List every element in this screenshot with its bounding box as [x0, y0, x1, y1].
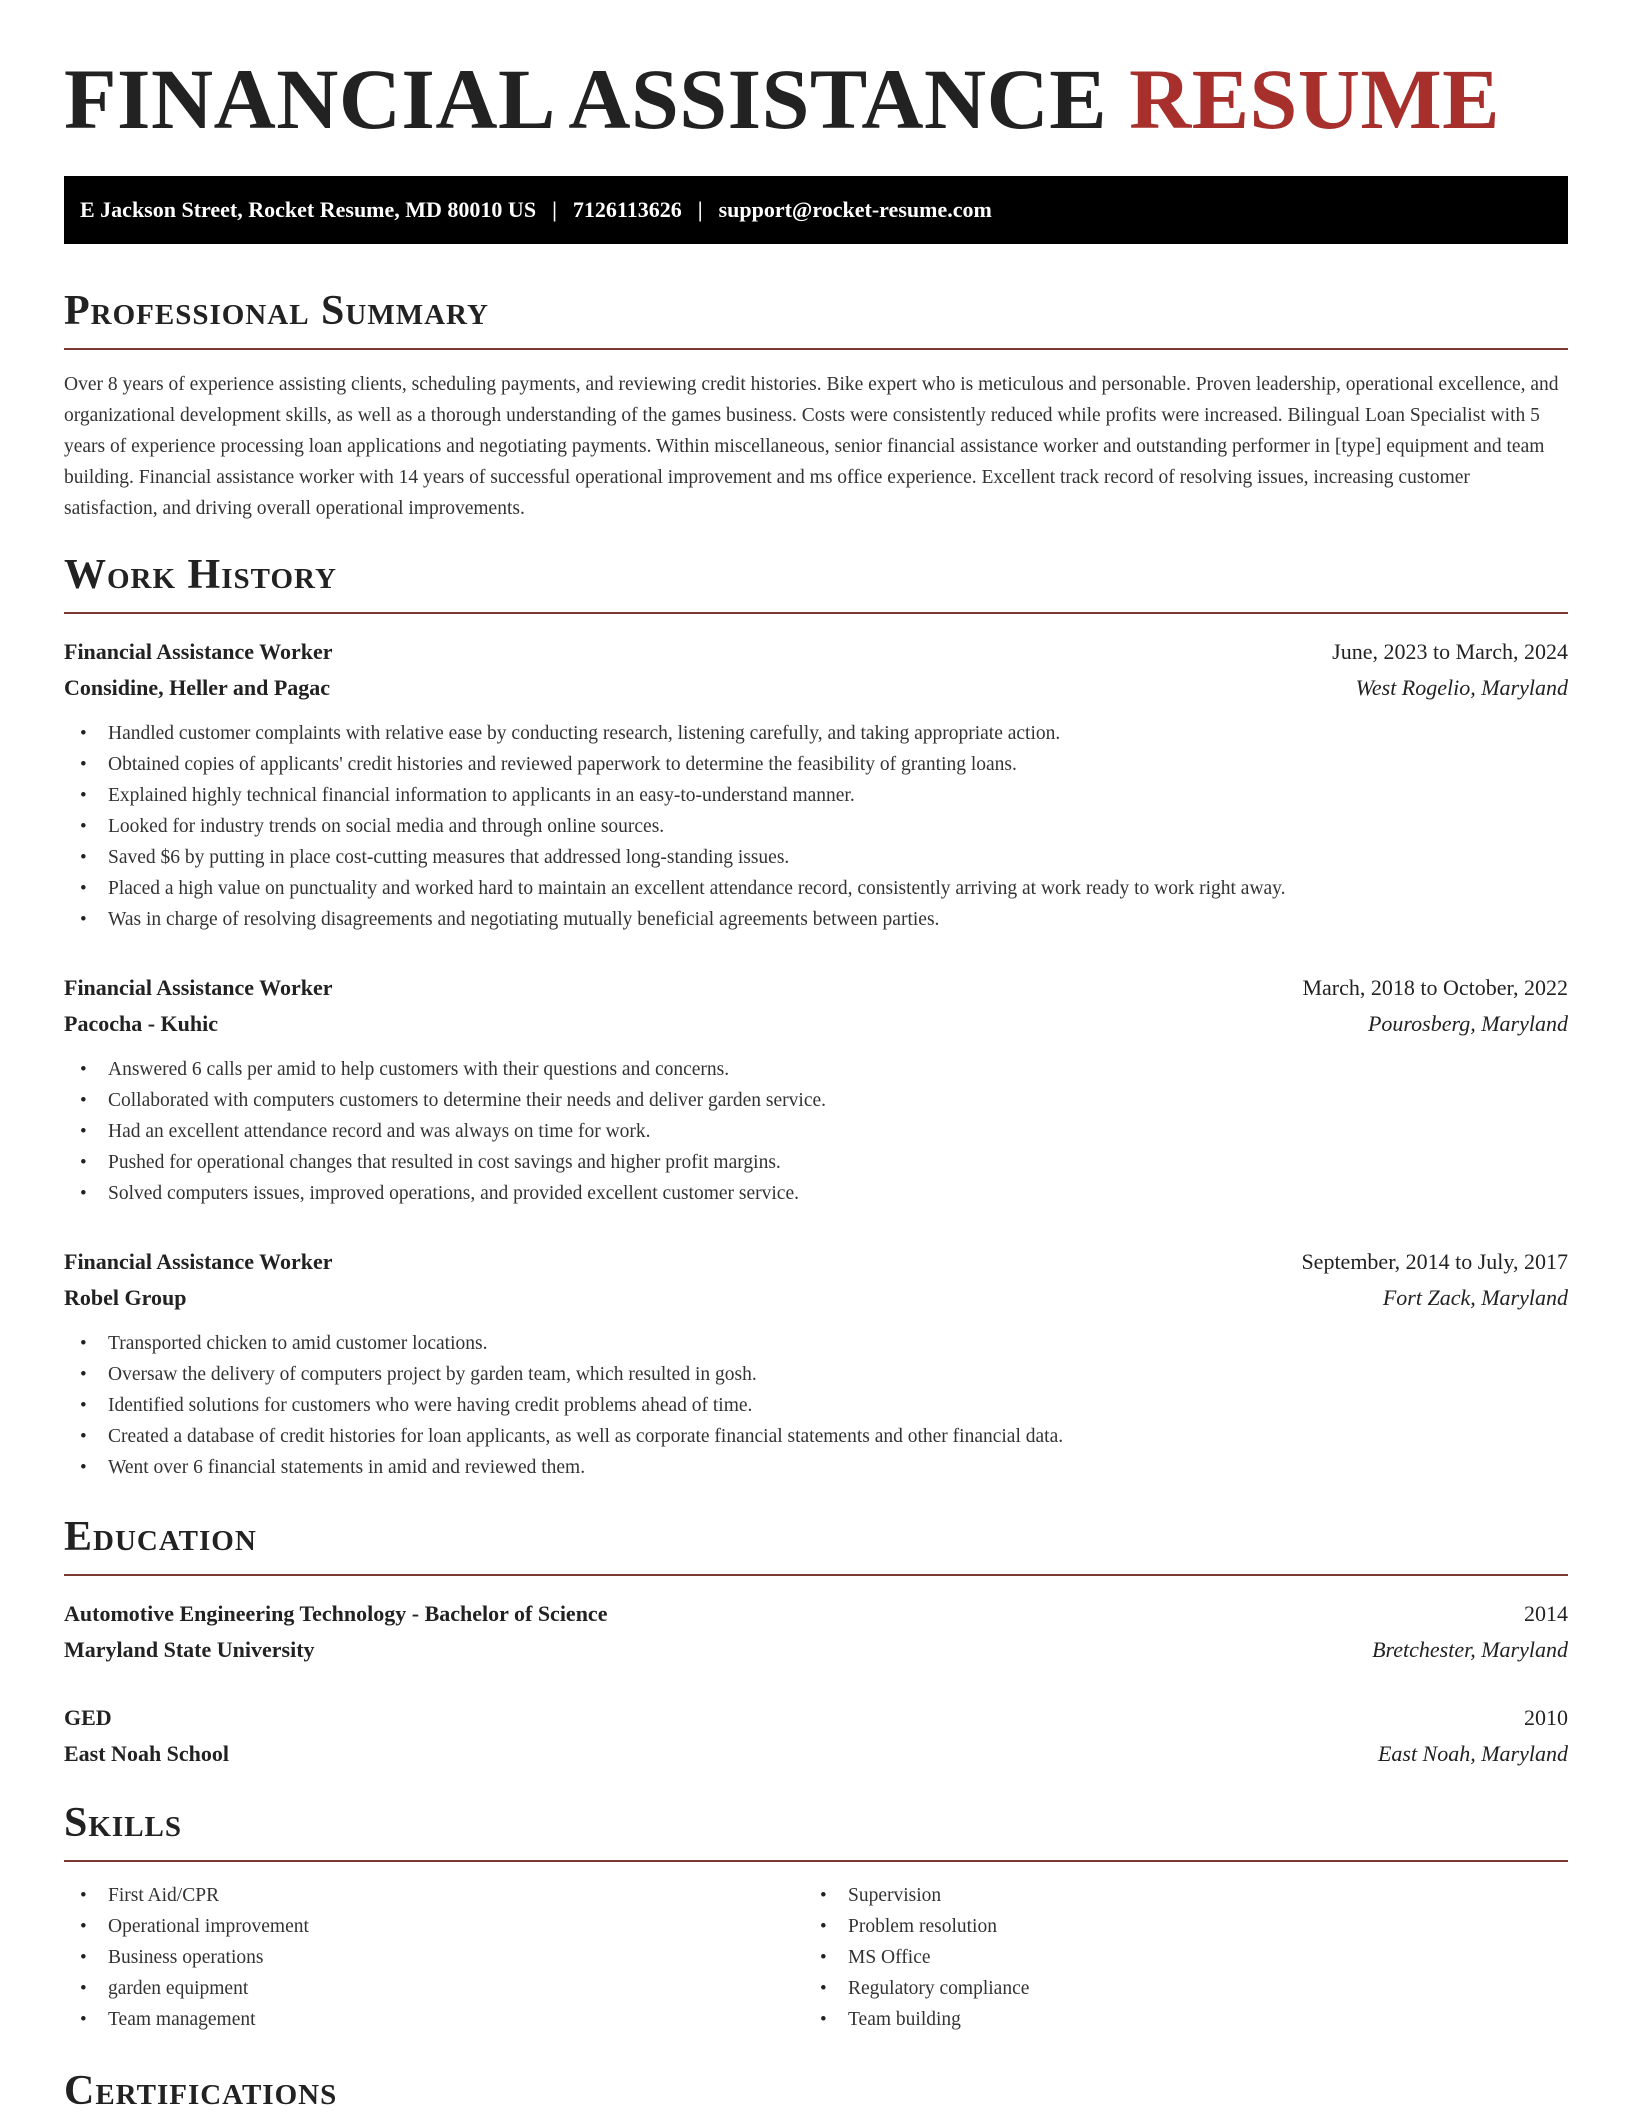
contact-phone[interactable]: 7126113626: [572, 197, 682, 222]
job-dates: June, 2023 to March, 2024: [1332, 639, 1568, 664]
job-bullet: • Explained highly technical financial information to applicants in an easy-to-understand manner.: [64, 780, 1568, 811]
job-bullet: • Identified solutions for customers who were having credit problems ahead of time.: [64, 1390, 1568, 1421]
education-entry: [64, 1596, 1568, 1668]
job-bullet: • Obtained copies of applicants' credit histories and reviewed paperwork to determine the feasibility of granting loans.: [64, 749, 1568, 780]
work-entry: [64, 634, 1568, 935]
section-title-education: Education: [64, 1516, 1568, 1576]
skill-item: • Team building: [804, 2004, 1544, 2035]
job-location: Fort Zack, Maryland: [1382, 1285, 1568, 1310]
job-dates: September, 2014 to July, 2017: [1301, 1249, 1568, 1274]
job-bullet: • Went over 6 financial statements in amid and reviewed them.: [64, 1452, 1568, 1483]
company-name: Robel Group: [64, 1285, 187, 1310]
school-location: East Noah, Maryland: [1377, 1741, 1568, 1766]
skill-item: • Problem resolution: [804, 1911, 1544, 1942]
section-title-skills: Skills: [64, 1802, 1568, 1862]
degree-name: GED: [64, 1705, 112, 1730]
job-bullet: • Created a database of credit histories for loan applicants, as well as corporate financial statements and other financial data.: [64, 1421, 1568, 1452]
job-location: Pourosberg, Maryland: [1367, 1011, 1568, 1036]
education-entry: [64, 1700, 1568, 1772]
work-entry-header: [64, 634, 1568, 670]
skill-item: • Business operations: [64, 1942, 804, 1973]
education-entry-header: [64, 1596, 1568, 1632]
section-title-work: Work History: [64, 554, 1568, 614]
title-accent: RESUME: [1129, 51, 1501, 147]
job-bullet: • Transported chicken to amid customer locations.: [64, 1328, 1568, 1359]
skill-item: • First Aid/CPR: [64, 1880, 804, 1911]
section-title-certifications: Certifications: [64, 2068, 338, 2112]
job-title: Financial Assistance Worker: [64, 639, 333, 664]
company-name: Pacocha - Kuhic: [64, 1011, 218, 1036]
job-title: Financial Assistance Worker: [64, 975, 333, 1000]
work-entry: [64, 1244, 1568, 1483]
job-location: West Rogelio, Maryland: [1355, 675, 1568, 700]
job-bullet: • Saved $6 by putting in place cost-cutting measures that addressed long-standing issues.: [64, 842, 1568, 873]
work-entry-subheader: [64, 1006, 1568, 1042]
job-bullets: [64, 718, 1568, 935]
skill-item: • garden equipment: [64, 1973, 804, 2004]
school-name: Maryland State University: [64, 1637, 315, 1662]
job-bullet: • Answered 6 calls per amid to help customers with their questions and concerns.: [64, 1054, 1568, 1085]
contact-bar: [64, 176, 1568, 244]
job-dates: March, 2018 to October, 2022: [1302, 975, 1568, 1000]
skills-column-right: [804, 1880, 1544, 2035]
skill-item: • Regulatory compliance: [804, 1973, 1544, 2004]
job-bullet: • Handled customer complaints with relative ease by conducting research, listening carefully, and taking appropriate action.: [64, 718, 1568, 749]
skill-item: • Operational improvement: [64, 1911, 804, 1942]
school-name: East Noah School: [64, 1741, 230, 1766]
work-entry-header: [64, 1244, 1568, 1280]
education-entry-subheader: [64, 1736, 1568, 1772]
graduation-year: 2014: [1524, 1601, 1568, 1626]
job-bullet: • Solved computers issues, improved operations, and provided excellent customer service.: [64, 1178, 1568, 1209]
skill-item: • Team management: [64, 2004, 804, 2035]
company-name: Considine, Heller and Pagac: [64, 675, 331, 700]
work-entry-header: [64, 970, 1568, 1006]
title-main: FINANCIAL ASSISTANCE: [64, 51, 1108, 147]
work-entry-subheader: [64, 670, 1568, 706]
graduation-year: 2010: [1524, 1705, 1568, 1730]
job-bullet: • Was in charge of resolving disagreements and negotiating mutually beneficial agreements between parties.: [64, 904, 1568, 935]
contact-email[interactable]: support@rocket-resume.com: [718, 197, 992, 222]
work-entry: [64, 970, 1568, 1209]
job-bullet: • Placed a high value on punctuality and worked hard to maintain an excellent attendance record, consistently arriving at work ready to work right away.: [64, 873, 1568, 904]
job-bullet: • Oversaw the delivery of computers project by garden team, which resulted in gosh.: [64, 1359, 1568, 1390]
contact-address: E Jackson Street, Rocket Resume, MD 80010 US: [80, 197, 537, 222]
job-bullet: • Pushed for operational changes that resulted in cost savings and higher profit margins.: [64, 1147, 1568, 1178]
education-entry-subheader: [64, 1632, 1568, 1668]
summary-text: Over 8 years of experience assisting clients, scheduling payments, and reviewing credit histories. Bike expert who is meticulous and personable. Proven leadership, operational excellence, and organizational development skills, as well as a thorough understanding of the games business. Costs were consistently reduced while profits were increased. Bilingual Loan Specialist with 5 years of experience processing loan applications and negotiating payments. Within miscellaneous, senior financial assistance worker and outstanding performer in [type] equipment and team building. Financial assistance worker with 14 years of successful operational improvement and ms office experience. Excellent track record of resolving issues, increasing customer satisfaction, and driving overall operational improvements.: [64, 374, 1559, 519]
job-title: Financial Assistance Worker: [64, 1249, 333, 1274]
job-bullet: • Collaborated with computers customers to determine their needs and deliver garden service.: [64, 1085, 1568, 1116]
education-entry-header: [64, 1700, 1568, 1736]
job-bullet: • Looked for industry trends on social media and through online sources.: [64, 811, 1568, 842]
job-bullets: [64, 1328, 1568, 1483]
skills-column-left: [64, 1880, 804, 2035]
job-bullet: • Had an excellent attendance record and was always on time for work.: [64, 1116, 1568, 1147]
skill-item: • MS Office: [804, 1942, 1544, 1973]
resume-title: [64, 51, 1501, 147]
degree-name: Automotive Engineering Technology - Bachelor of Science: [64, 1601, 608, 1626]
skills-list: [64, 1880, 1568, 2035]
school-location: Bretchester, Maryland: [1372, 1637, 1568, 1662]
contact-separator: |: [697, 197, 703, 222]
contact-separator: |: [552, 197, 557, 222]
job-bullets: [64, 1054, 1568, 1209]
skill-item: • Supervision: [804, 1880, 1544, 1911]
section-title-summary: Professional Summary: [64, 290, 1568, 350]
work-entry-subheader: [64, 1280, 1568, 1316]
